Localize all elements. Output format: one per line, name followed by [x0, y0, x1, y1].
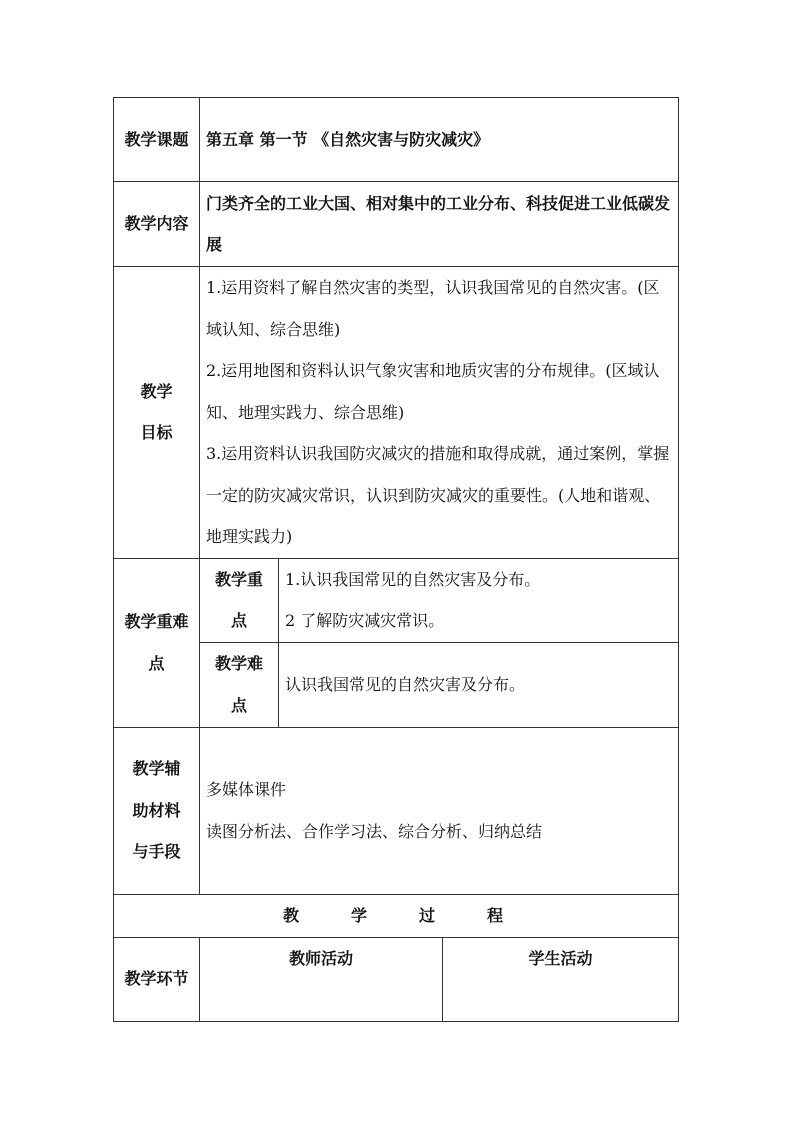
aids-label: 教学辅助材料与手段 [114, 727, 200, 894]
focus-item: 1.认识我国常见的自然灾害及分布。 [285, 569, 541, 589]
key-points-label: 教学重难点 [114, 558, 200, 727]
content-row [114, 182, 679, 267]
aid-item: 多媒体课件 [206, 780, 287, 799]
objective-item: 3.运用资料认识我国防灾减灾的措施和取得成就，通过案例，掌握一定的防灾减灾常识，认识到防灾减灾的重要性。(人地和谐观、地理实践力) [206, 444, 670, 546]
focus-value [279, 558, 679, 642]
lesson-plan-table [113, 97, 679, 1022]
focus-item: 2 了解防灾减灾常识。 [285, 611, 445, 630]
aids-row [114, 727, 679, 894]
objectives-label: 教学目标 [114, 267, 200, 559]
focus-row [114, 558, 679, 642]
topic-value: 第五章 第一节 《自然灾害与防灾减灾》 [200, 98, 679, 182]
topic-row [114, 98, 679, 182]
header-row [114, 937, 679, 1021]
objective-item: 2.运用地图和资料认识气象灾害和地质灾害的分布规律。(区域认知、地理实践力、综合思维) [206, 361, 660, 422]
content-label: 教学内容 [114, 182, 200, 267]
process-heading: 教学过程 [114, 894, 679, 937]
topic-label: 教学课题 [114, 98, 200, 182]
objectives-row [114, 267, 679, 559]
objective-item: 1.运用资料了解自然灾害的类型，认识我国常见的自然灾害。(区域认知、综合思维) [206, 278, 660, 339]
focus-label: 教学重点 [200, 558, 279, 642]
student-header: 学生活动 [443, 937, 679, 1021]
stage-header: 教学环节 [114, 937, 200, 1021]
teacher-header: 教师活动 [200, 937, 443, 1021]
content-value: 门类齐全的工业大国、相对集中的工业分布、科技促进工业低碳发展 [200, 182, 679, 267]
aid-item: 读图分析法、合作学习法、综合分析、归纳总结 [206, 821, 543, 841]
process-row [114, 894, 679, 937]
difficulty-value: 认识我国常见的自然灾害及分布。 [279, 642, 679, 727]
objectives-value [200, 267, 679, 559]
aids-value [200, 727, 679, 894]
difficulty-label: 教学难点 [200, 642, 279, 727]
